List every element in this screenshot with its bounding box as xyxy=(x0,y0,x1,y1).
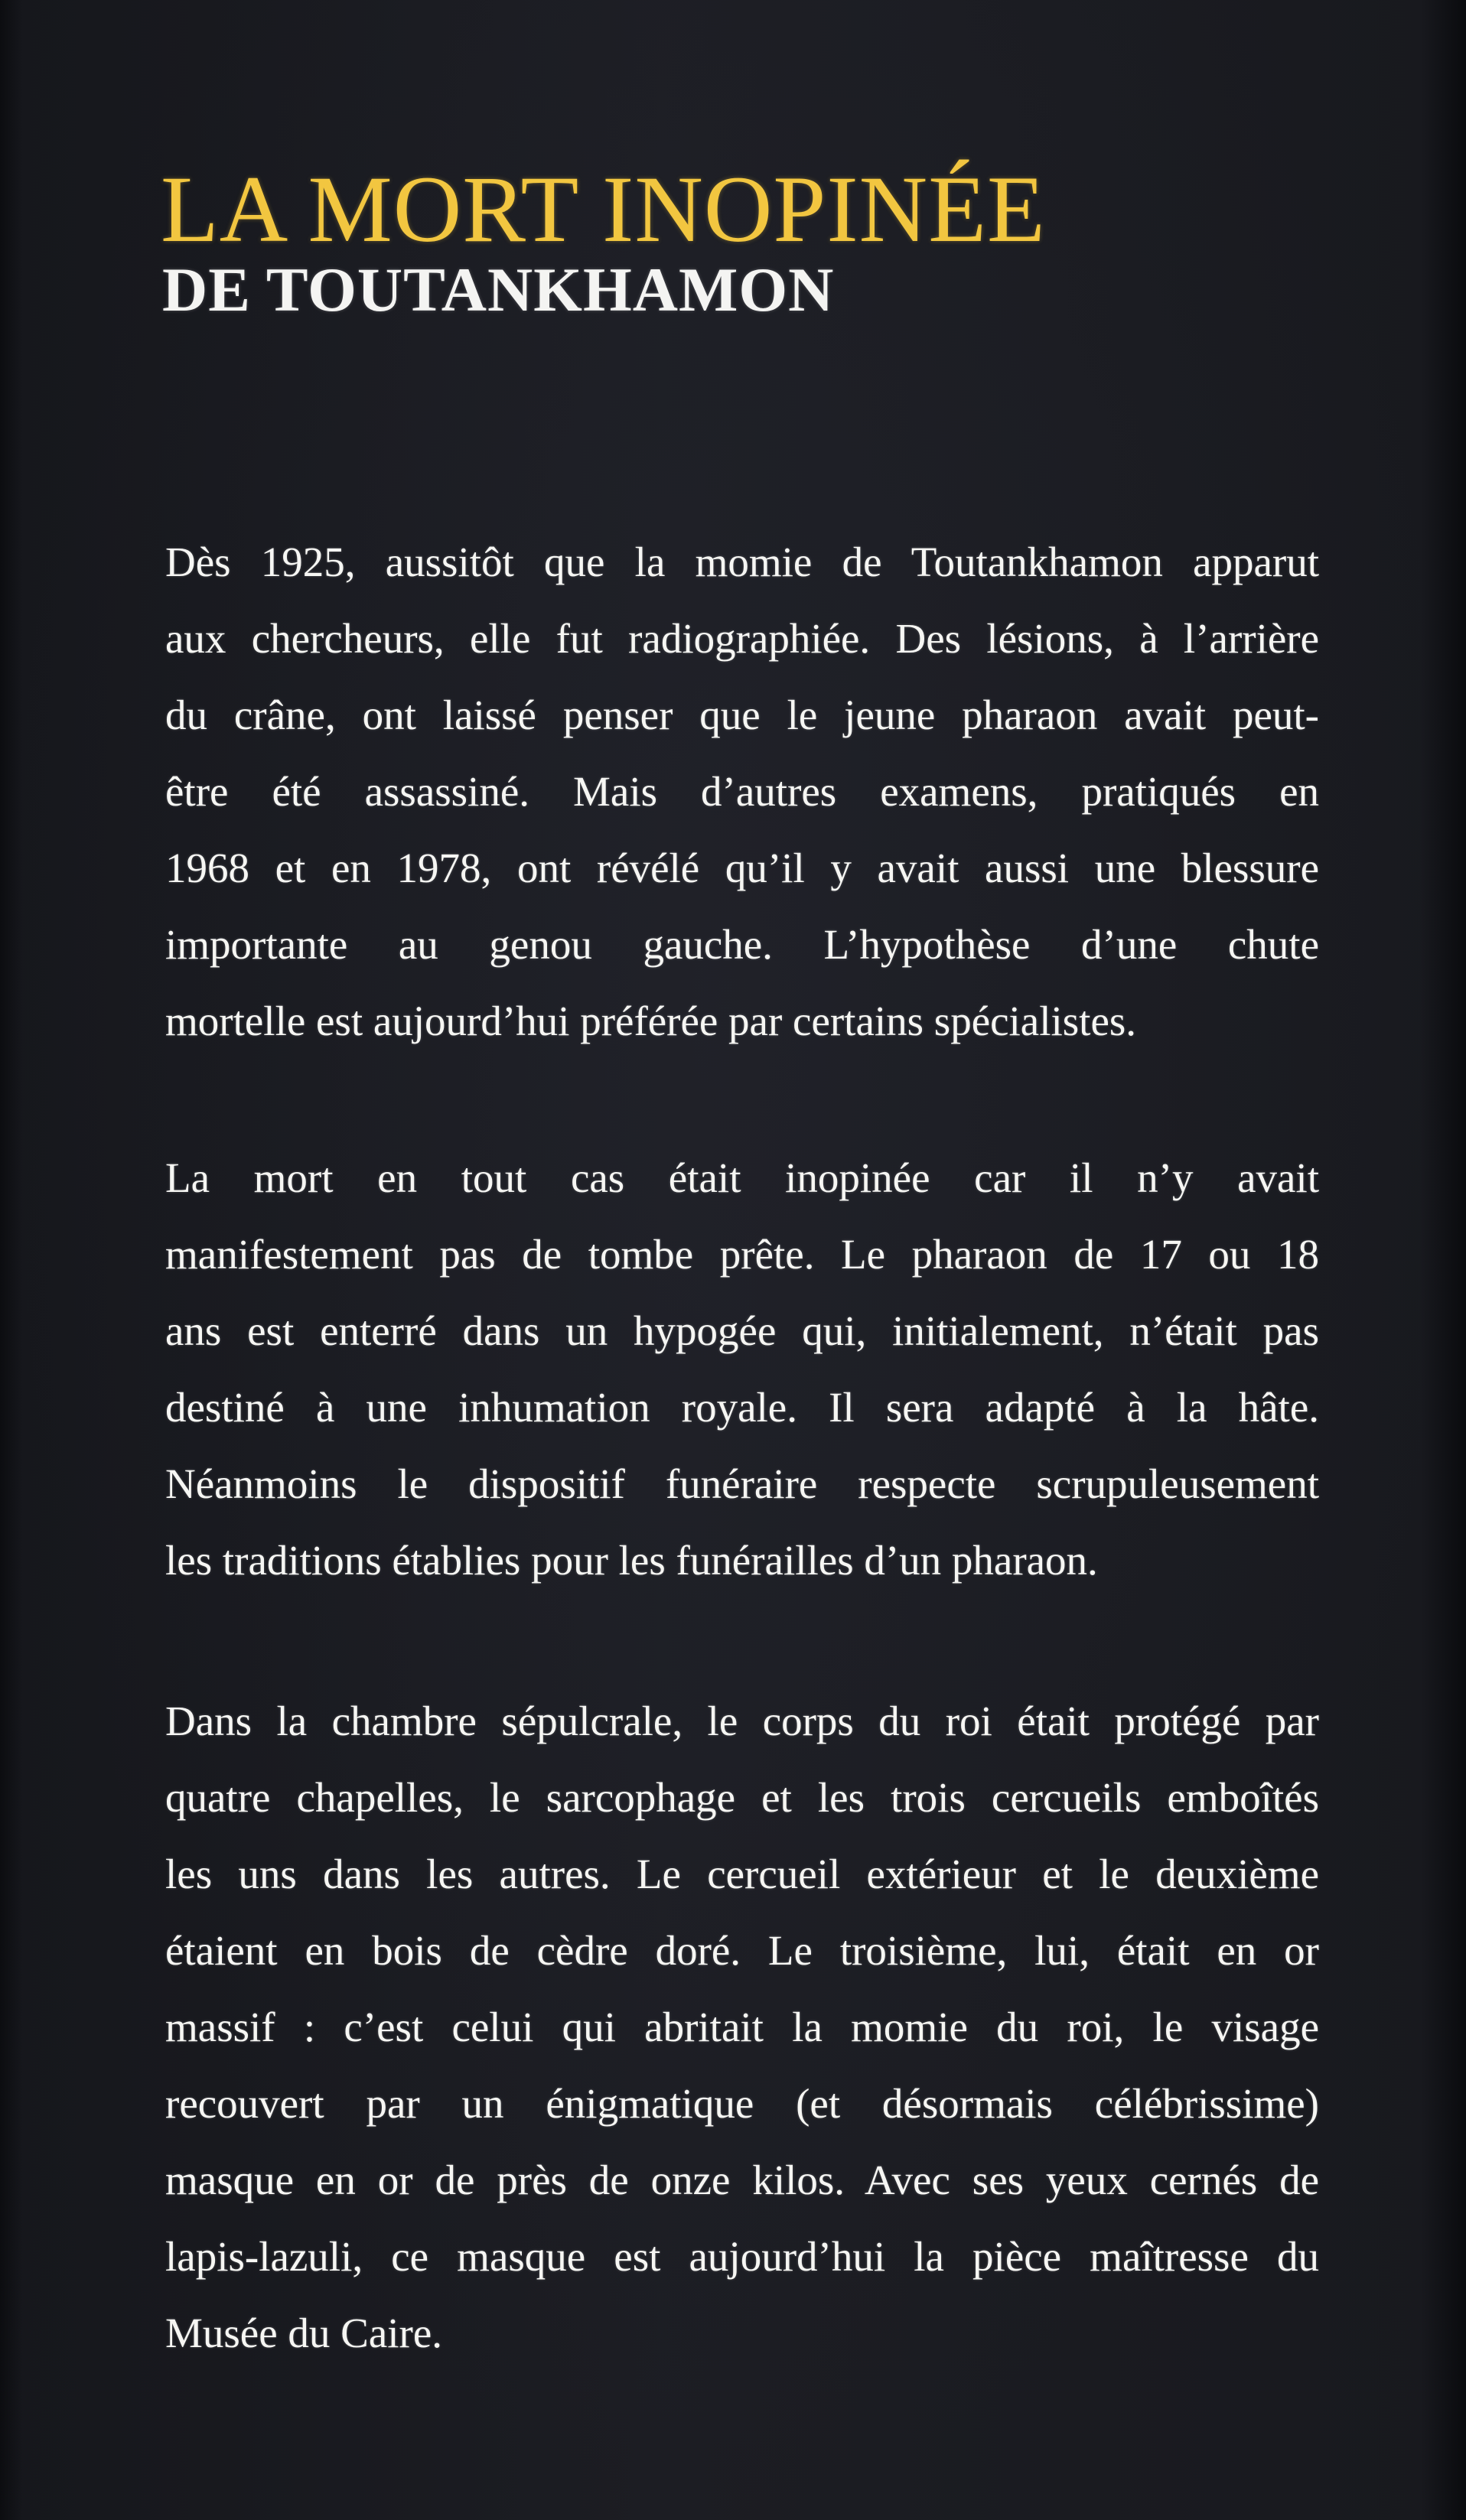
paragraph-line: 1968 et en 1978, ont révélé qu’il y avait aussi une blessure xyxy=(165,845,1319,891)
paragraph-line: masque en or de près de onze kilos. Avec ses yeux cernés de xyxy=(165,2157,1319,2203)
paragraph-line: quatre chapelles, le sarcophage et les trois cercueils emboîtés xyxy=(165,1774,1319,1821)
paragraph-line: être été assassiné. Mais d’autres examens, pratiqués en xyxy=(165,768,1319,815)
paragraph-line: Dès 1925, aussitôt que la momie de Toutankhamon apparut xyxy=(165,539,1319,585)
panel-left-shadow xyxy=(0,0,23,2520)
paragraph-line: La mort en tout cas était inopinée car il n’y avait xyxy=(165,1154,1319,1201)
paragraph-line: Néanmoins le dispositif funéraire respecte scrupuleusement xyxy=(165,1460,1319,1507)
paragraph-line: Dans la chambre sépulcrale, le corps du roi était protégé par xyxy=(165,1698,1319,1744)
paragraph-line: destiné à une inhumation royale. Il sera adapté à la hâte. xyxy=(165,1384,1319,1431)
paragraph-line: importante au genou gauche. L’hypothèse d’une chute xyxy=(165,921,1319,968)
paragraph-2 xyxy=(165,1140,1319,1599)
paragraph-1 xyxy=(165,524,1319,1060)
panel-title: LA MORT INOPINÉE xyxy=(161,157,1046,262)
panel-subtitle: DE TOUTANKHAMON xyxy=(162,255,835,324)
paragraph-line: ans est enterré dans un hypogée qui, initialement, n’était pas xyxy=(165,1307,1319,1354)
paragraph-line: massif : c’est celui qui abritait la momie du roi, le visage xyxy=(165,2004,1319,2050)
panel-right-shadow xyxy=(1420,0,1466,2520)
paragraph-line: les traditions établies pour les funérailles d’un pharaon. xyxy=(165,1537,1098,1584)
paragraph-line: du crâne, ont laissé penser que le jeune pharaon avait peut- xyxy=(165,692,1319,738)
paragraph-3 xyxy=(165,1683,1319,2372)
paragraph-line: mortelle est aujourd’hui préférée par certains spécialistes. xyxy=(165,998,1137,1044)
paragraph-line: recouvert par un énigmatique (et désormais célébrissime) xyxy=(165,2080,1319,2127)
paragraph-line: étaient en bois de cèdre doré. Le troisième, lui, était en or xyxy=(165,1927,1319,1974)
paragraph-line: les uns dans les autres. Le cercueil extérieur et le deuxième xyxy=(165,1851,1319,1897)
paragraph-line: lapis-lazuli, ce masque est aujourd’hui la pièce maîtresse du xyxy=(165,2233,1319,2280)
paragraph-line: manifestement pas de tombe prête. Le pharaon de 17 ou 18 xyxy=(165,1231,1319,1278)
paragraph-line: aux chercheurs, elle fut radiographiée. Des lésions, à l’arrière xyxy=(165,615,1319,662)
paragraph-line: Musée du Caire. xyxy=(165,2310,442,2356)
